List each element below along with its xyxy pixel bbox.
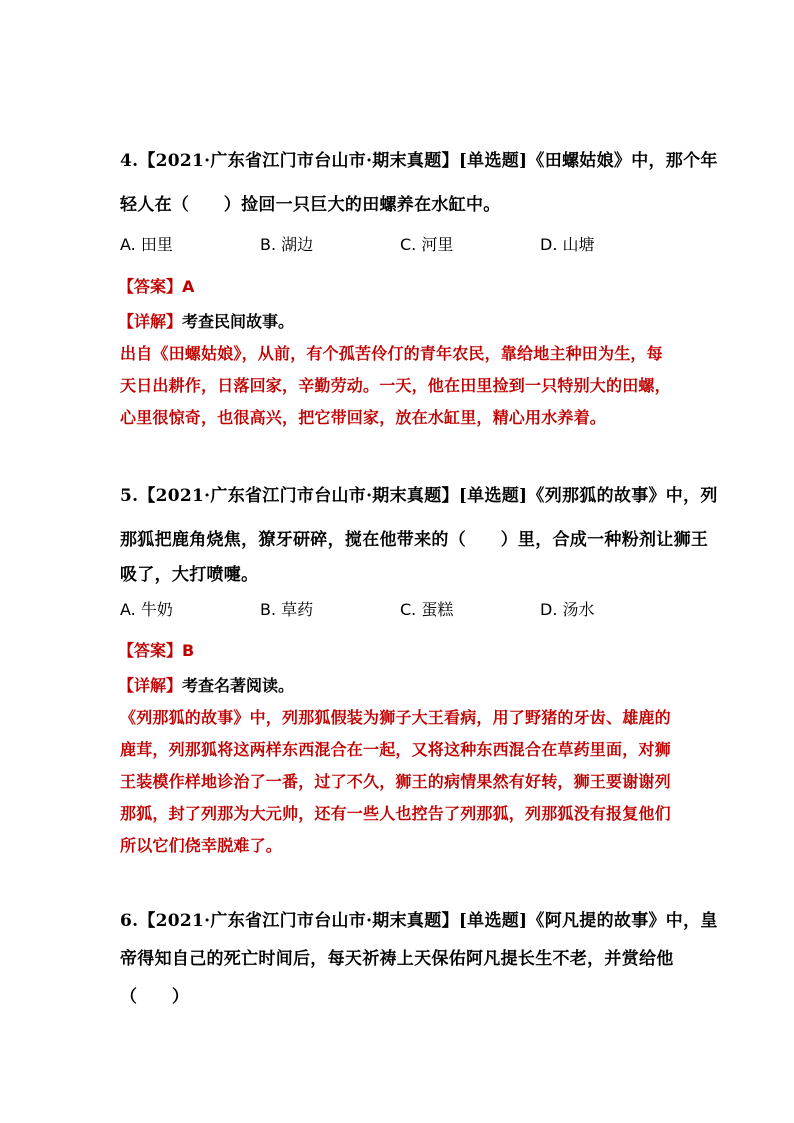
answer-value: A [182,277,195,296]
question-type: [单选题] [458,486,528,506]
explanation-line-1: 《列那狐的故事》中，列那狐假装为狮子大王看病，用了野猪的牙齿、雄鹿的 [120,708,671,727]
detail-line [118,309,294,332]
answer-line [118,638,194,661]
options-row [120,597,680,621]
option-b: B. 草药 [260,600,314,619]
question-stem-line-2: 轻人在（ ）捡回一只巨大的田螺养在水缸中。 [120,195,501,215]
answer-label: 【答案】 [118,641,183,660]
answer-line [118,274,194,297]
option-a: A. 牛奶 [120,600,173,619]
question-source: 【2021·广东省江门市台山市·期末真题】 [138,151,459,171]
question-stem-text: 《阿凡提的故事》中，皇 [527,911,718,931]
question-number: 5. [120,486,139,506]
option-a: A. 田里 [120,235,173,254]
question-type: [单选题] [458,911,528,931]
detail-label: 【详解】 [118,676,183,695]
option-b: B. 湖边 [260,235,314,254]
question-number: 4. [120,151,139,171]
explanation-line-4: 那狐，封了列那为大元帅，还有一些人也控告了列那狐，列那狐没有报复他们 [120,804,671,823]
question-stem-line-1 [120,146,718,171]
question-stem-line-3: 吸了，大打喷嚏。 [120,565,259,585]
question-source: 【2021·广东省江门市台山市·期末真题】 [138,911,459,931]
detail-text: 考查民间故事。 [182,312,295,331]
question-stem-line-2: 帝得知自己的死亡时间后，每天祈祷上天保佑阿凡提长生不老，并赏给他 [120,949,674,969]
detail-label: 【详解】 [118,312,183,331]
question-source: 【2021·广东省江门市台山市·期末真题】 [138,486,459,506]
explanation-line-5: 所以它们侥幸脱难了。 [120,836,283,855]
question-type: [单选题] [458,151,528,171]
explanation-line-3: 王装模作样地诊治了一番，过了不久，狮王的病情果然有好转，狮王要谢谢列 [120,772,671,791]
options-row [120,232,680,256]
question-stem-line-3: （ ） [120,987,190,1007]
question-stem-line-2: 那狐把鹿角烧焦，獠牙研碎，搅在他带来的（ ）里，合成一种粉剂让狮王 [120,530,709,550]
question-stem-text: 《列那狐的故事》中，列 [527,486,718,506]
detail-line [118,673,294,696]
option-c: C. 河里 [400,235,454,254]
explanation-line-2: 天日出耕作，日落回家，辛勤劳动。一天，他在田里捡到一只特别大的田螺， [120,376,671,395]
explanation-line-1: 出自《田螺姑娘》，从前，有个孤苦伶仃的青年农民，靠给地主种田为生，每 [120,344,663,363]
explanation-line-3: 心里很惊奇，也很高兴，把它带回家，放在水缸里，精心用水养着。 [120,408,607,427]
answer-value: B [182,641,195,660]
option-d: D. 山塘 [540,235,595,254]
detail-text: 考查名著阅读。 [182,676,295,695]
option-c: C. 蛋糕 [400,600,454,619]
explanation-line-2: 鹿茸，列那狐将这两样东西混合在一起，又将这种东西混合在草药里面，对狮 [120,740,671,759]
question-stem-line-1 [120,481,718,506]
question-number: 6. [120,911,139,931]
answer-label: 【答案】 [118,277,183,296]
question-stem-line-1 [120,906,718,931]
question-stem-text: 《田螺姑娘》中，那个年 [527,151,718,171]
option-d: D. 汤水 [540,600,595,619]
